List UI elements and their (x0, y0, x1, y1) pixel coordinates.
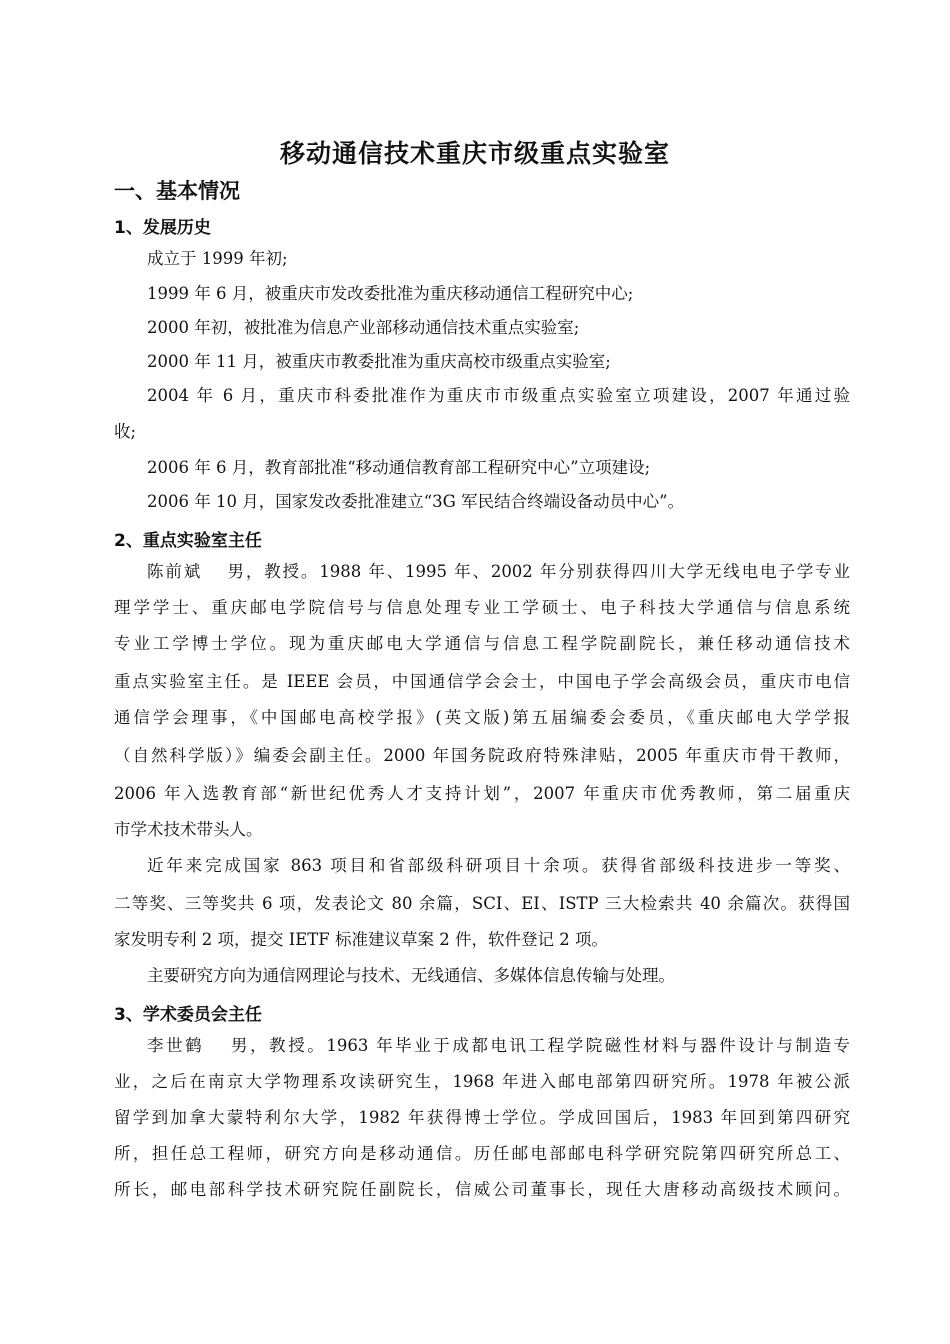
history-line: 1999 年 6 月，被重庆市发改委批准为重庆移动通信工程研究中心; (147, 284, 634, 303)
director-achievement-line: 近年来完成国家 863 项目和省部级科研项目十余项。获得省部级科技进步一等奖、 (147, 856, 850, 875)
director-bio-line: 重点实验室主任。是 IEEE 会员，中国通信学会会士，中国电子学会高级会员，重庆市电信 (114, 672, 850, 691)
subheading-committee: 3、学术委员会主任 (114, 1005, 262, 1025)
director-bio-line: 2006 年入选教育部“新世纪优秀人才支持计划”，2007 年重庆市优秀教师，第二届重庆 (114, 784, 850, 803)
document-title: 移动通信技术重庆市级重点实验室 (279, 139, 670, 168)
director-bio-line: 专业工学博士学位。现为重庆邮电大学通信与信息工程学院副院长，兼任移动通信技术 (114, 634, 850, 653)
director-bio-line: 陈前斌 男，教授。1988 年、1995 年、2002 年分别获得四川大学无线电电子学专业 (147, 562, 850, 581)
director-bio-line: 市学术技术带头人。 (114, 820, 263, 839)
director-bio-line: （自然科学版）》编委会副主任。2000 年国务院政府特殊津贴，2005 年重庆市骨干教师， (114, 746, 850, 765)
committee-bio-line: 所长，邮电部科学技术研究院任副院长，信威公司董事长，现任大唐移动高级技术顾问。 (114, 1180, 850, 1199)
section-heading-basic-info: 一、基本情况 (114, 179, 240, 203)
history-line: 2006 年 10 月，国家发改委批准建立“3G 军民结合终端设备动员中心”。 (147, 492, 685, 511)
committee-bio-line: 留学到加拿大蒙特利尔大学，1982 年获得博士学位。学成回国后，1983 年回到第四研究 (114, 1108, 850, 1127)
history-line: 收; (114, 422, 137, 441)
director-achievement-line: 二等奖、三等奖共 6 项，发表论文 80 余篇，SCI、EI、ISTP 三大检索共 40 余篇次。获得国 (114, 894, 850, 913)
committee-bio-line: 李世鹤 男，教授。1963 年毕业于成都电讯工程学院磁性材料与器件设计与制造专 (147, 1036, 850, 1055)
director-achievement-line: 家发明专利 2 项，提交 IETF 标准建议草案 2 件，软件登记 2 项。 (114, 930, 608, 949)
history-line: 2000 年初，被批准为信息产业部移动通信技术重点实验室; (147, 318, 580, 337)
director-research-line: 主要研究方向为通信网理论与技术、无线通信、多媒体信息传输与处理。 (147, 966, 675, 985)
subheading-history: 1、发展历史 (114, 218, 211, 238)
director-bio-line: 理学学士、重庆邮电学院信号与信息处理专业工学硕士、电子科技大学通信与信息系统 (114, 598, 850, 617)
director-bio-line: 通信学会理事，《中国邮电高校学报》(英文版)第五届编委会委员，《重庆邮电大学学报 (114, 708, 850, 727)
history-line: 2006 年 6 月，教育部批准“移动通信教育部工程研究中心”立项建设; (147, 458, 651, 477)
committee-bio-line: 所，担任总工程师，研究方向是移动通信。历任邮电部邮电科学研究院第四研究所总工、 (114, 1144, 850, 1163)
history-line: 2000 年 11 月，被重庆市教委批准为重庆高校市级重点实验室; (147, 352, 611, 371)
history-line: 2004 年 6 月，重庆市科委批准作为重庆市市级重点实验室立项建设，2007 年通过验 (147, 386, 850, 405)
subheading-director: 2、重点实验室主任 (114, 531, 262, 551)
history-line: 成立于 1999 年初; (147, 249, 288, 268)
committee-bio-line: 业，之后在南京大学物理系攻读研究生，1968 年进入邮电部第四研究所。1978 年被公派 (114, 1072, 850, 1091)
